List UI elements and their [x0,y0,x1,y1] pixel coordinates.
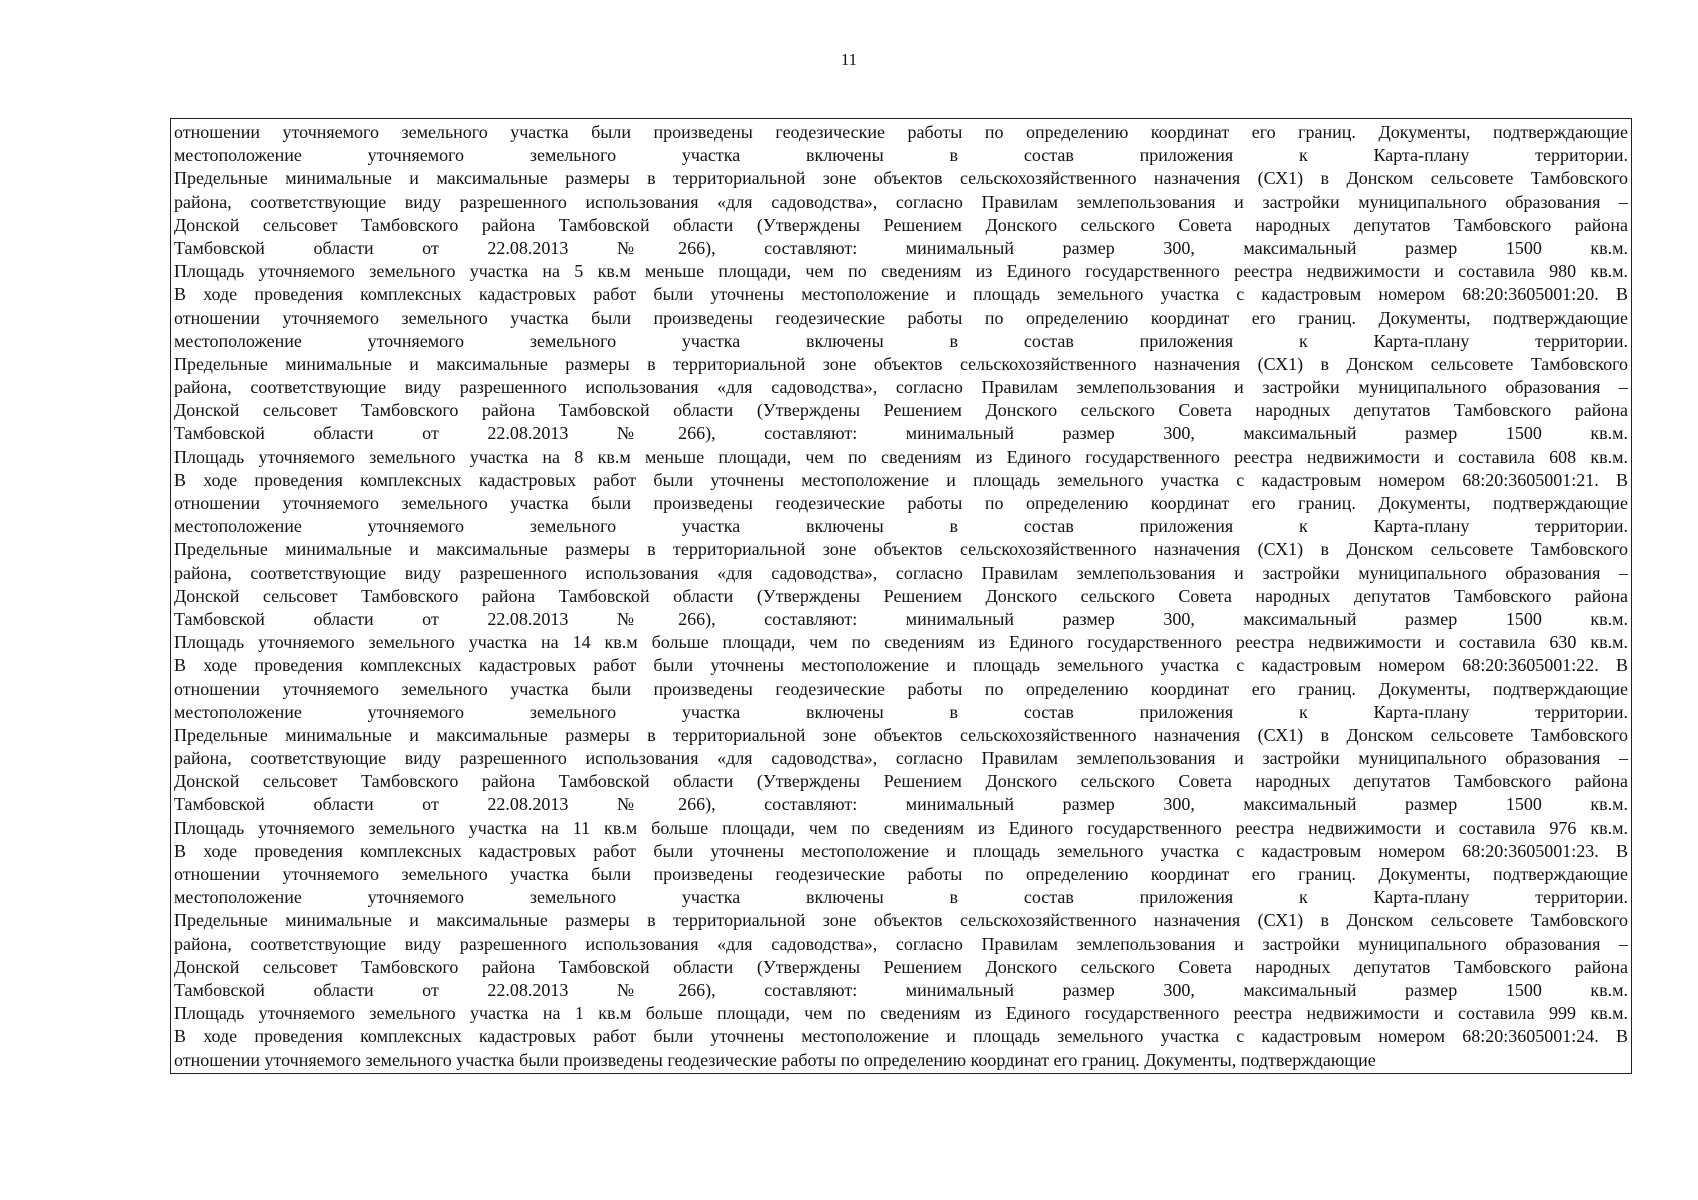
text-line: Донской сельсовет Тамбовского района Тамбовской области (Утверждены Решением Донского сельского Совета народных депутатов Тамбовского района [174,400,1628,421]
text-line: района, соответствующие виду разрешенного использования «для садоводства», согласно Правилам землепользования и застройки муниципального образования – [174,191,1628,212]
text-line: Донской сельсовет Тамбовского района Тамбовской области (Утверждены Решением Донского сельского Совета народных депутатов Тамбовского района [174,585,1628,606]
text-line: Тамбовской области от 22.08.2013 №266), составляют: минимальный размер 300, максимальный размер 1500 кв.м. [174,979,1628,1000]
text-line: Донской сельсовет Тамбовского района Тамбовской области (Утверждены Решением Донского сельского Совета народных депутатов Тамбовского района [174,771,1628,792]
text-line: Площадь уточняемого земельного участка на 1 кв.м больше площади, чем по сведениям из Единого государственного реестра недвижимости и составила 999 кв.м. [174,1003,1628,1024]
text-frame [170,118,1632,1074]
text-line: Предельные минимальные и максимальные размеры в территориальной зоне объектов сельскохозяйственного назначения (СХ1) в Донском сельсовете Тамбовского [174,353,1628,374]
text-line: Площадь уточняемого земельного участка на 11 кв.м больше площади, чем по сведениям из Единого государственного реестра недвижимости и составила 976 кв.м. [174,817,1628,838]
text-line: отношении уточняемого земельного участка были произведены геодезические работы по определению координат его границ. Документы, подтверждающие [174,1049,1376,1070]
text-line: В ходе проведения комплексных кадастровых работ были уточнены местоположение и площадь земельного участка с кадастровым номером 68:20:3605001:24. В [174,1026,1628,1047]
text-line: отношении уточняемого земельного участка были произведены геодезические работы по определению координат его границ. Документы, подтверждающие [174,307,1628,328]
text-line: местоположение уточняемого земельного участка включены в состав приложения к Карта-плану территории. [174,701,1628,722]
text-line: отношении уточняемого земельного участка были произведены геодезические работы по определению координат его границ. Документы, подтверждающие [174,122,1628,142]
text-line: района, соответствующие виду разрешенного использования «для садоводства», согласно Правилам землепользования и застройки муниципального образования – [174,933,1628,954]
text-line: Тамбовской области от 22.08.2013 №266), составляют: минимальный размер 300, максимальный размер 1500 кв.м. [174,423,1628,444]
text-line: Донской сельсовет Тамбовского района Тамбовской области (Утверждены Решением Донского сельского Совета народных депутатов Тамбовского района [174,214,1628,235]
text-line: местоположение уточняемого земельного участка включены в состав приложения к Карта-плану территории. [174,330,1628,351]
text-line: района, соответствующие виду разрешенного использования «для садоводства», согласно Правилам землепользования и застройки муниципального образования – [174,748,1628,769]
text-line: отношении уточняемого земельного участка были произведены геодезические работы по определению координат его границ. Документы, подтверждающие [174,864,1628,884]
text-line: района, соответствующие виду разрешенного использования «для садоводства», согласно Правилам землепользования и застройки муниципального образования – [174,377,1628,398]
text-line: Тамбовской области от 22.08.2013 №266), составляют: минимальный размер 300, максимальный размер 1500 кв.м. [174,608,1628,629]
text-line: Тамбовской области от 22.08.2013 №266), составляют: минимальный размер 300, максимальный размер 1500 кв.м. [174,237,1628,258]
text-line: Предельные минимальные и максимальные размеры в территориальной зоне объектов сельскохозяйственного назначения (СХ1) в Донском сельсовете Тамбовского [174,910,1628,931]
document-body [174,121,1628,1072]
text-line: В ходе проведения комплексных кадастровых работ были уточнены местоположение и площадь земельного участка с кадастровым номером 68:20:3605001:22. В [174,655,1628,676]
text-line: Площадь уточняемого земельного участка на 5 кв.м меньше площади, чем по сведениям из Единого государственного реестра недвижимости и составила 980 кв.м. [174,261,1628,282]
text-line: района, соответствующие виду разрешенного использования «для садоводства», согласно Правилам землепользования и застройки муниципального образования – [174,562,1628,583]
text-line: Площадь уточняемого земельного участка на 8 кв.м меньше площади, чем по сведениям из Единого государственного реестра недвижимости и составила 608 кв.м. [174,446,1628,467]
text-line: В ходе проведения комплексных кадастровых работ были уточнены местоположение и площадь земельного участка с кадастровым номером 68:20:3605001:21. В [174,469,1628,490]
text-line: местоположение уточняемого земельного участка включены в состав приложения к Карта-плану территории. [174,887,1628,908]
text-line: Предельные минимальные и максимальные размеры в территориальной зоне объектов сельскохозяйственного назначения (СХ1) в Донском сельсовете Тамбовского [174,539,1628,560]
text-line: Донской сельсовет Тамбовского района Тамбовской области (Утверждены Решением Донского сельского Совета народных депутатов Тамбовского района [174,956,1628,977]
text-line: В ходе проведения комплексных кадастровых работ были уточнены местоположение и площадь земельного участка с кадастровым номером 68:20:3605001:23. В [174,840,1628,861]
text-line: В ходе проведения комплексных кадастровых работ были уточнены местоположение и площадь земельного участка с кадастровым номером 68:20:3605001:20. В [174,284,1628,305]
text-line: Площадь уточняемого земельного участка на 14 кв.м больше площади, чем по сведениям из Единого государственного реестра недвижимости и составила 630 кв.м. [174,632,1628,653]
text-line: местоположение уточняемого земельного участка включены в состав приложения к Карта-плану территории. [174,145,1628,166]
text-line: отношении уточняемого земельного участка были произведены геодезические работы по определению координат его границ. Документы, подтверждающие [174,678,1628,699]
text-line: местоположение уточняемого земельного участка включены в состав приложения к Карта-плану территории. [174,516,1628,537]
text-line: Предельные минимальные и максимальные размеры в территориальной зоне объектов сельскохозяйственного назначения (СХ1) в Донском сельсовете Тамбовского [174,168,1628,189]
text-line: отношении уточняемого земельного участка были произведены геодезические работы по определению координат его границ. Документы, подтверждающие [174,493,1628,513]
page-number: 11 [840,50,858,69]
text-line: Предельные минимальные и максимальные размеры в территориальной зоне объектов сельскохозяйственного назначения (СХ1) в Донском сельсовете Тамбовского [174,724,1628,745]
text-line: Тамбовской области от 22.08.2013 №266), составляют: минимальный размер 300, максимальный размер 1500 кв.м. [174,794,1628,815]
